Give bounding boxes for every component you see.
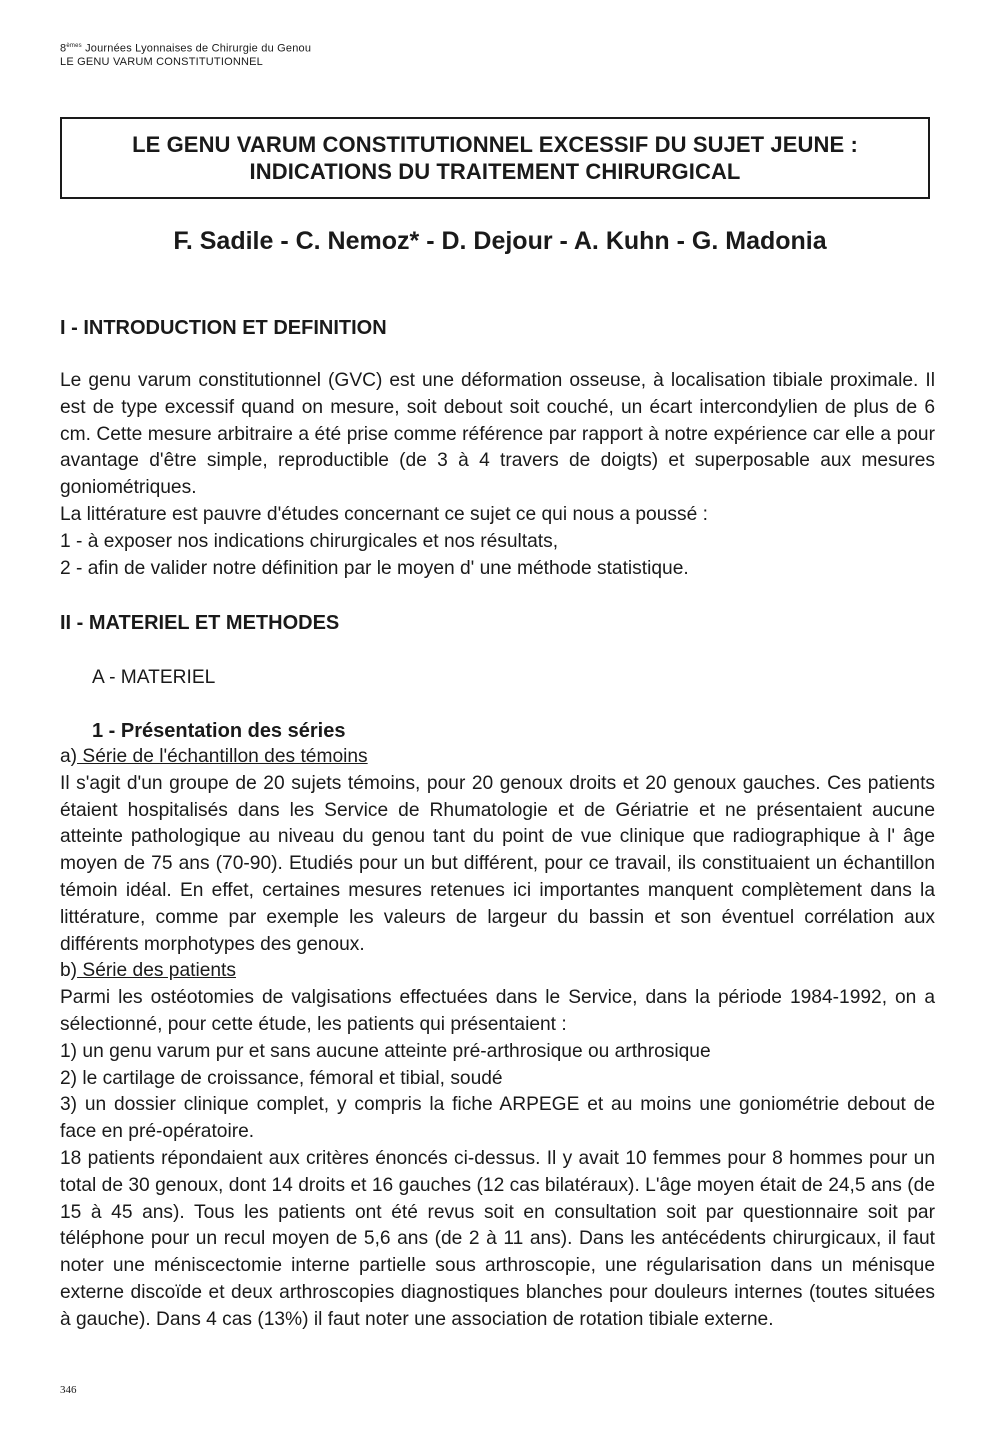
series-b-item-3: 3) un dossier clinique complet, y compris la fiche ARPEGE et au moins une goniométrie debout de face en pré-opératoire. (60, 1094, 935, 1143)
title-line-1: LE GENU VARUM CONSTITUTIONNEL EXCESSIF DU SUJET JEUNE : (132, 132, 858, 157)
series-a-paragraph: Il s'agit d'un groupe de 20 sujets témoins, pour 20 genoux droits et 20 genoux gauches. Ces patients étaient hospitalisés dans les Service de Rhumatologie et de Gériatrie et ne présentaient aucune atteinte pathologique au niveau du genou tant du point de vue clinique que radiographique à l' âge moyen de 75 ans (70-90). Etudiés pour un but différent, pour ce travail, ils constituaient un échantillon témoin idéal. En effet, certaines mesures retenues ici importantes manquent complètement dans la littérature, comme par exemple les valeurs de largeur du bassin et son éventuel corrélation aux différents morphotypes des genoux. (60, 772, 935, 955)
series-b-item-1: 1) un genu varum pur et sans aucune atteinte pré-arthrosique ou arthrosique (60, 1040, 711, 1062)
introduction-line: La littérature est pauvre d'études concernant ce sujet ce qui nous a poussé : (60, 503, 708, 525)
title-line-2: INDICATIONS DU TRAITEMENT CHIRURGICAL (249, 159, 741, 184)
title-box (60, 117, 930, 199)
series-body (60, 744, 935, 1334)
subsection-materiel: A - MATERIEL (92, 667, 216, 688)
running-head-series: 8èmes Journées Lyonnaises de Chirurgie du Genou (60, 42, 312, 55)
page-number: 346 (60, 1384, 77, 1396)
series-b-item-2: 2) le cartilage de croissance, fémoral et tibial, soudé (60, 1067, 503, 1089)
series-a-title: a) Série de l'échantillon des témoins (60, 746, 368, 767)
subheading-series: 1 - Présentation des séries (92, 720, 346, 742)
series-b-title: b) Série des patients (60, 960, 236, 982)
introduction-body (60, 368, 935, 582)
running-head (60, 40, 311, 69)
series-b-paragraph-2: 18 patients répondaient aux critères énoncés ci-dessus. Il y avait 10 femmes pour 8 hommes pour un total de 30 genoux, dont 14 droits et 16 gauches (12 cas bilatéraux). L'âge moyen était de 24,5 ans (de 15 à 45 ans). Tous les patients ont été revus soit en consultation soit par questionnaire soit par téléphone pour un recul moyen de 5,6 ans (de 2 à 11 ans). Dans les antécédents chirurgicaux, il faut noter une méniscectomie interne partielle sous arthroscopie, une régularisation dans un ménisque externe discoïde et deux arthroscopies diagnostiques blanches pour douleurs internes (toutes situées à gauche). Dans 4 cas (13%) il faut noter une association de rotation tibiale externe. (60, 1147, 935, 1330)
section-heading-introduction: I - INTRODUCTION ET DEFINITION (60, 317, 387, 339)
introduction-item-1: 1 - à exposer nos indications chirurgicales et nos résultats, (60, 530, 559, 552)
introduction-paragraph: Le genu varum constitutionnel (GVC) est une déformation osseuse, à localisation tibiale proximale. Il est de type excessif quand on mesure, soit debout soit couché, un écart intercondylien de plus de 6 cm. Cette mesure arbitraire a été prise comme référence par rapport à notre expérience car elle a pour avantage d'être simple, reproductible (de 3 à 4 travers de doigts) et superposable aux mesures goniométriques. (60, 370, 935, 499)
authors: F. Sadile - C. Nemoz* - D. Dejour - A. Kuhn - G. Madonia (173, 227, 827, 255)
introduction-item-2: 2 - afin de valider notre définition par le moyen d' une méthode statistique. (60, 557, 689, 579)
section-heading-materiel: II - MATERIEL ET METHODES (60, 612, 340, 634)
series-b-paragraph: Parmi les ostéotomies de valgisations effectuées dans le Service, dans la période 1984-1992, on a sélectionné, pour cette étude, les patients qui présentaient : (60, 987, 935, 1035)
running-head-subject: LE GENU VARUM CONSTITUTIONNEL (60, 55, 264, 68)
